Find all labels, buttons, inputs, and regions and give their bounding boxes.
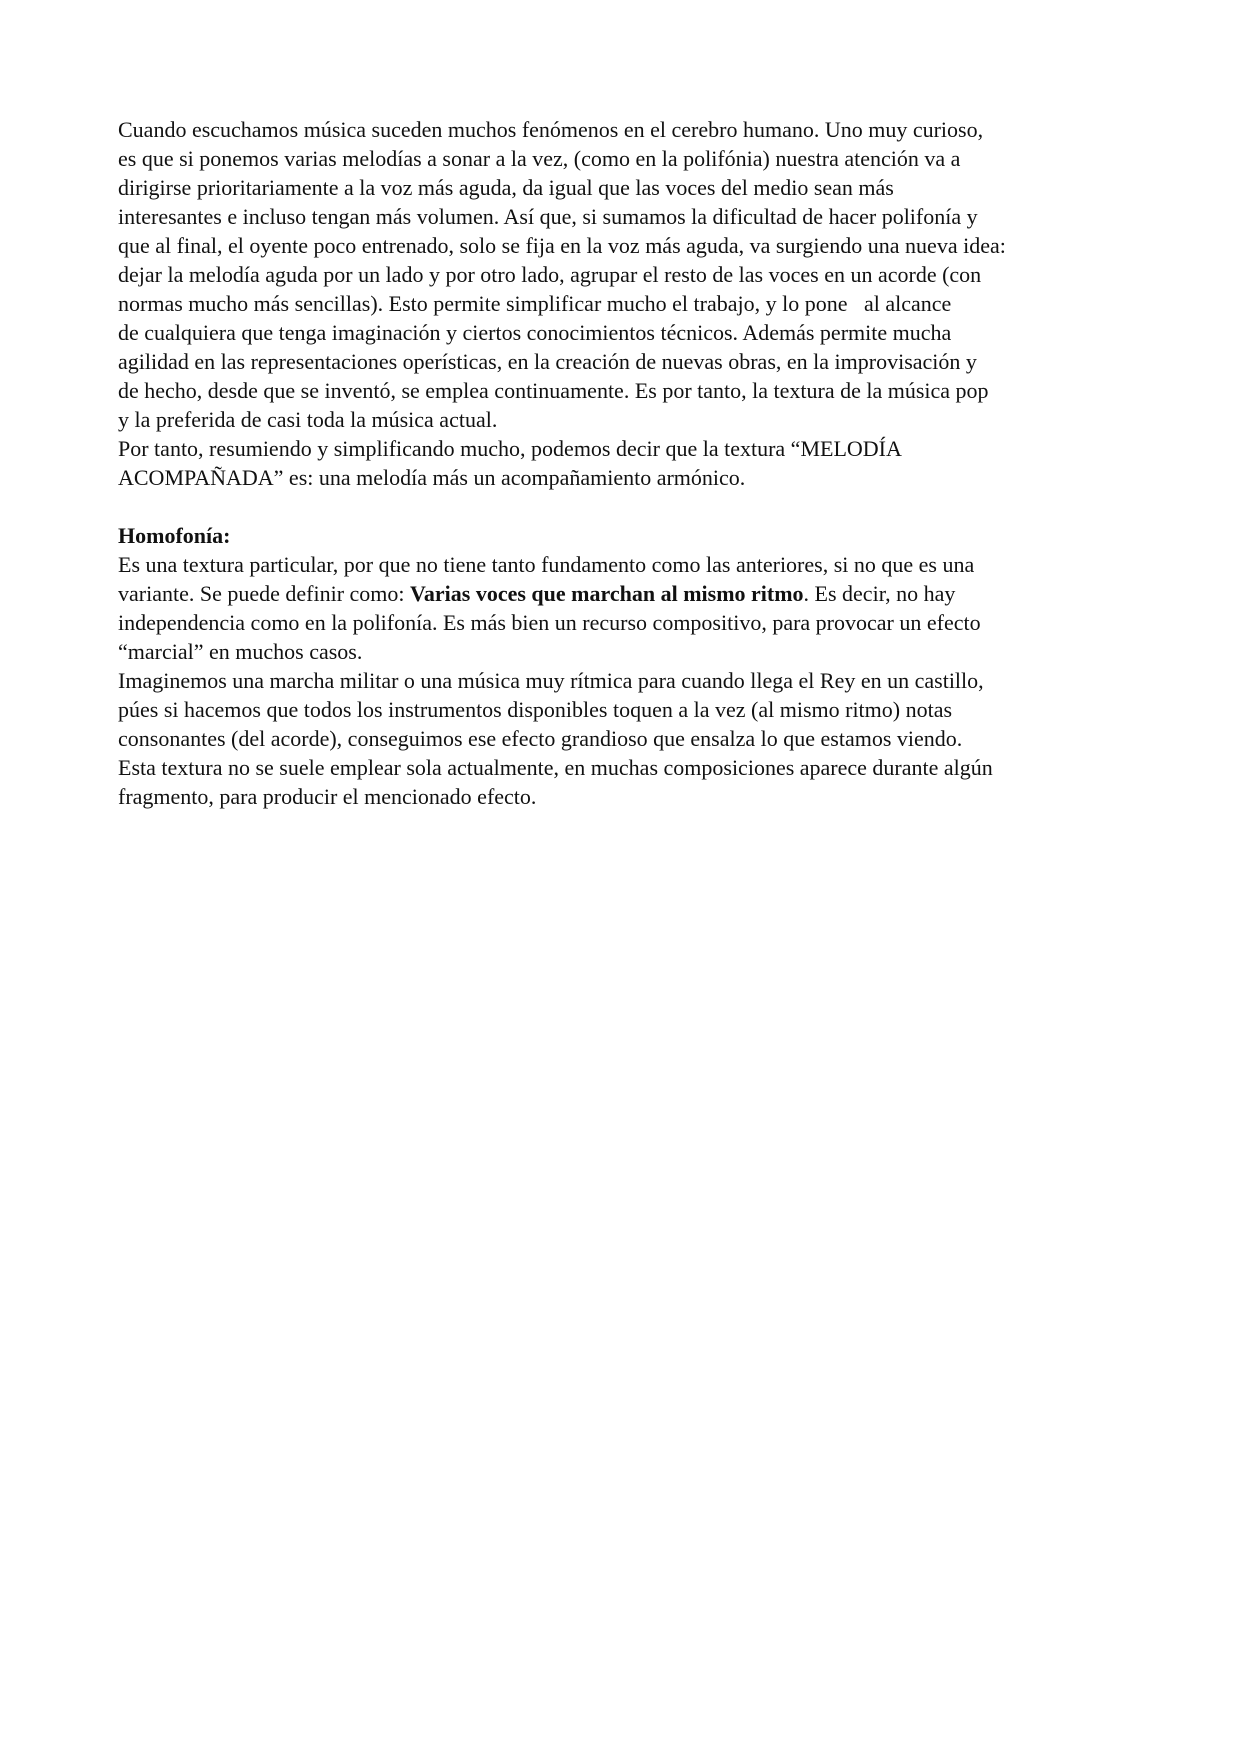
text-line-with-emphasis: [118, 579, 1158, 608]
text-line: púes si hacemos que todos los instrumentos disponibles toquen a la vez (al mismo ritmo) notas: [118, 697, 953, 722]
paragraph-spacer: [118, 492, 1158, 521]
text-line: Esta textura no se suele emplear sola actualmente, en muchas composiciones aparece durante algún: [118, 755, 993, 780]
intro-paragraph: [118, 115, 1158, 492]
text-line: interesantes e incluso tengan más volumen. Así que, si sumamos la dificultad de hacer polifonía y: [118, 204, 978, 229]
homofonia-section: [118, 521, 1158, 811]
text-line: “marcial” en muchos casos.: [118, 639, 363, 664]
text-line: dirigirse prioritariamente a la voz más aguda, da igual que las voces del medio sean más: [118, 175, 894, 200]
text-line: ACOMPAÑADA” es: una melodía más un acompañamiento armónico.: [118, 465, 746, 490]
definition-emphasis: Varias voces que marchan al mismo ritmo: [410, 581, 804, 606]
text-line: independencia como en la polifonía. Es más bien un recurso compositivo, para provocar un efecto: [118, 610, 981, 635]
text-line: dejar la melodía aguda por un lado y por otro lado, agrupar el resto de las voces en un acorde (con: [118, 262, 982, 287]
section-heading: Homofonía:: [118, 523, 231, 548]
text-line: que al final, el oyente poco entrenado, solo se fija en la voz más aguda, va surgiendo una nueva idea:: [118, 233, 1006, 258]
text-line: Cuando escuchamos música suceden muchos fenómenos en el cerebro humano. Uno muy curioso,: [118, 117, 984, 142]
text-line: y la preferida de casi toda la música actual.: [118, 407, 498, 432]
text-line: normas mucho más sencillas). Esto permite simplificar mucho el trabajo, y lo pone al alcance: [118, 291, 952, 316]
text-line: fragmento, para producir el mencionado efecto.: [118, 784, 537, 809]
text-line: consonantes (del acorde), conseguimos ese efecto grandioso que ensalza lo que estamos viendo.: [118, 726, 963, 751]
text-line: Imaginemos una marcha militar o una música muy rítmica para cuando llega el Rey en un castillo,: [118, 668, 984, 693]
document-page: [118, 115, 1158, 811]
text-line: Por tanto, resumiendo y simplificando mucho, podemos decir que la textura “MELODÍA: [118, 436, 902, 461]
text-fragment: . Es decir, no hay: [803, 581, 956, 606]
text-line: es que si ponemos varias melodías a sonar a la vez, (como en la polifónia) nuestra atención va a: [118, 146, 961, 171]
text-line: agilidad en las representaciones operísticas, en la creación de nuevas obras, en la improvisación y: [118, 349, 977, 374]
text-fragment: variante. Se puede definir como:: [118, 581, 411, 606]
text-line: de cualquiera que tenga imaginación y ciertos conocimientos técnicos. Además permite mucha: [118, 320, 952, 345]
text-line: de hecho, desde que se inventó, se emplea continuamente. Es por tanto, la textura de la música pop: [118, 378, 989, 403]
text-line: Es una textura particular, por que no tiene tanto fundamento como las anteriores, si no que es una: [118, 552, 975, 577]
